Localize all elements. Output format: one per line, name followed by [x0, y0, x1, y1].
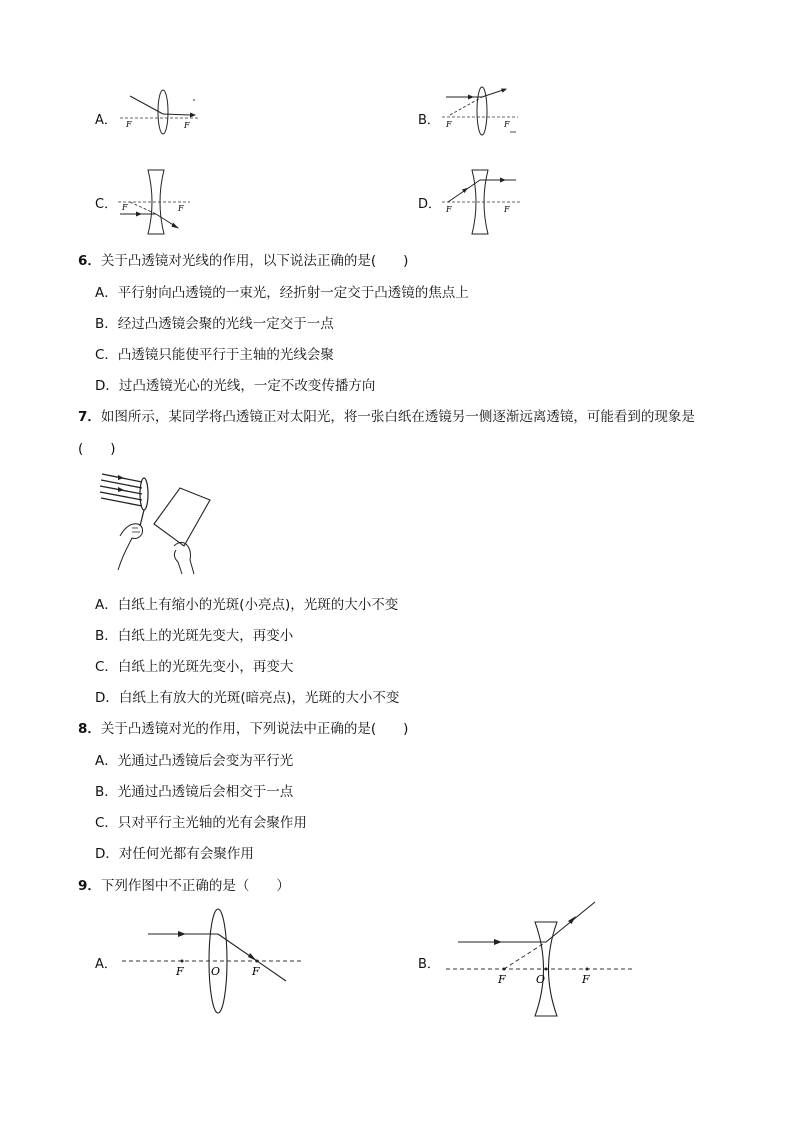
focus-label: F [446, 205, 452, 214]
q6-number: 6． [78, 253, 101, 269]
q7-text: 如图所示，某同学将凸透镜正对太阳光，将一张白纸在透镜另一侧逐渐远离透镜，可能看到的现象是 [100, 409, 695, 425]
q6-stem [78, 249, 408, 269]
q5-option-d-label[interactable]: D． [418, 197, 442, 212]
q5-diagram-c [116, 168, 194, 236]
q7-number: 7． [78, 409, 101, 425]
q6-choice-d[interactable]: D．过凸透镜光心的光线，一定不改变传播方向 [95, 378, 376, 394]
q7-stem [78, 405, 695, 425]
focus-label: F [184, 121, 190, 130]
q7-choice-a[interactable]: A．白纸上有缩小的光斑(小亮点)，光斑的大小不变 [95, 597, 399, 613]
optical-center-label: O [536, 973, 546, 986]
q6-choice-a[interactable]: A．平行射向凸透镜的一束光，经折射一定交于凸透镜的焦点上 [95, 285, 469, 301]
q9-stem [78, 874, 290, 894]
q5-diagram-d [440, 168, 522, 236]
q5-option-c-label[interactable]: C． [95, 197, 118, 212]
q6-choice-b[interactable]: B．经过凸透镜会聚的光线一定交于一点 [95, 316, 334, 332]
q8-stem [78, 717, 408, 737]
focus-label: F [178, 204, 184, 213]
focus-label: F [504, 120, 510, 129]
q7-choice-d[interactable]: D．白纸上有放大的光斑(暗亮点)，光斑的大小不变 [95, 690, 400, 706]
q9-diagram-b-concave [440, 895, 636, 1021]
q6-choice-c[interactable]: C．凸透镜只能使平行于主轴的光线会聚 [95, 347, 334, 363]
focus-label: F [446, 120, 452, 129]
q6-text: 关于凸透镜对光线的作用，以下说法正确的是( ) [100, 253, 409, 269]
focus-label: F [176, 965, 184, 978]
optical-center-label: O [211, 965, 221, 978]
q9-diagram-a-convex [118, 895, 306, 1015]
q8-number: 8． [78, 721, 101, 737]
q7-lens-sunlight-figure [98, 466, 216, 578]
q8-text: 关于凸透镜对光的作用，下列说法中正确的是( ) [100, 721, 409, 737]
q7-answer-paren: ( ) [78, 441, 116, 457]
q8-choice-a[interactable]: A．光通过凸透镜后会变为平行光 [95, 753, 294, 769]
q9-option-a-label[interactable]: A． [95, 957, 117, 972]
focus-label: F [582, 973, 590, 986]
q8-choice-b[interactable]: B．光通过凸透镜后会相交于一点 [95, 784, 294, 800]
q5-option-a-label[interactable]: A． [95, 113, 117, 128]
focus-label: F [126, 120, 132, 129]
q5-diagram-a [118, 88, 200, 136]
q7-choice-c[interactable]: C．白纸上的光斑先变小，再变大 [95, 659, 294, 675]
q9-number: 9． [78, 878, 101, 894]
q9-text: 下列作图中不正确的是（ ） [100, 878, 290, 894]
q8-choice-d[interactable]: D．对任何光都有会聚作用 [95, 846, 254, 862]
focus-label: F [498, 973, 506, 986]
focus-label: F [122, 203, 128, 212]
q9-option-b-label[interactable]: B． [418, 957, 440, 972]
focus-label: F [504, 205, 510, 214]
q7-choice-b[interactable]: B．白纸上的光斑先变大，再变小 [95, 628, 294, 644]
q5-option-b-label[interactable]: B． [418, 113, 440, 128]
q8-choice-c[interactable]: C．只对平行主光轴的光有会聚作用 [95, 815, 307, 831]
focus-label: F [252, 965, 260, 978]
q5-diagram-b [440, 85, 522, 137]
